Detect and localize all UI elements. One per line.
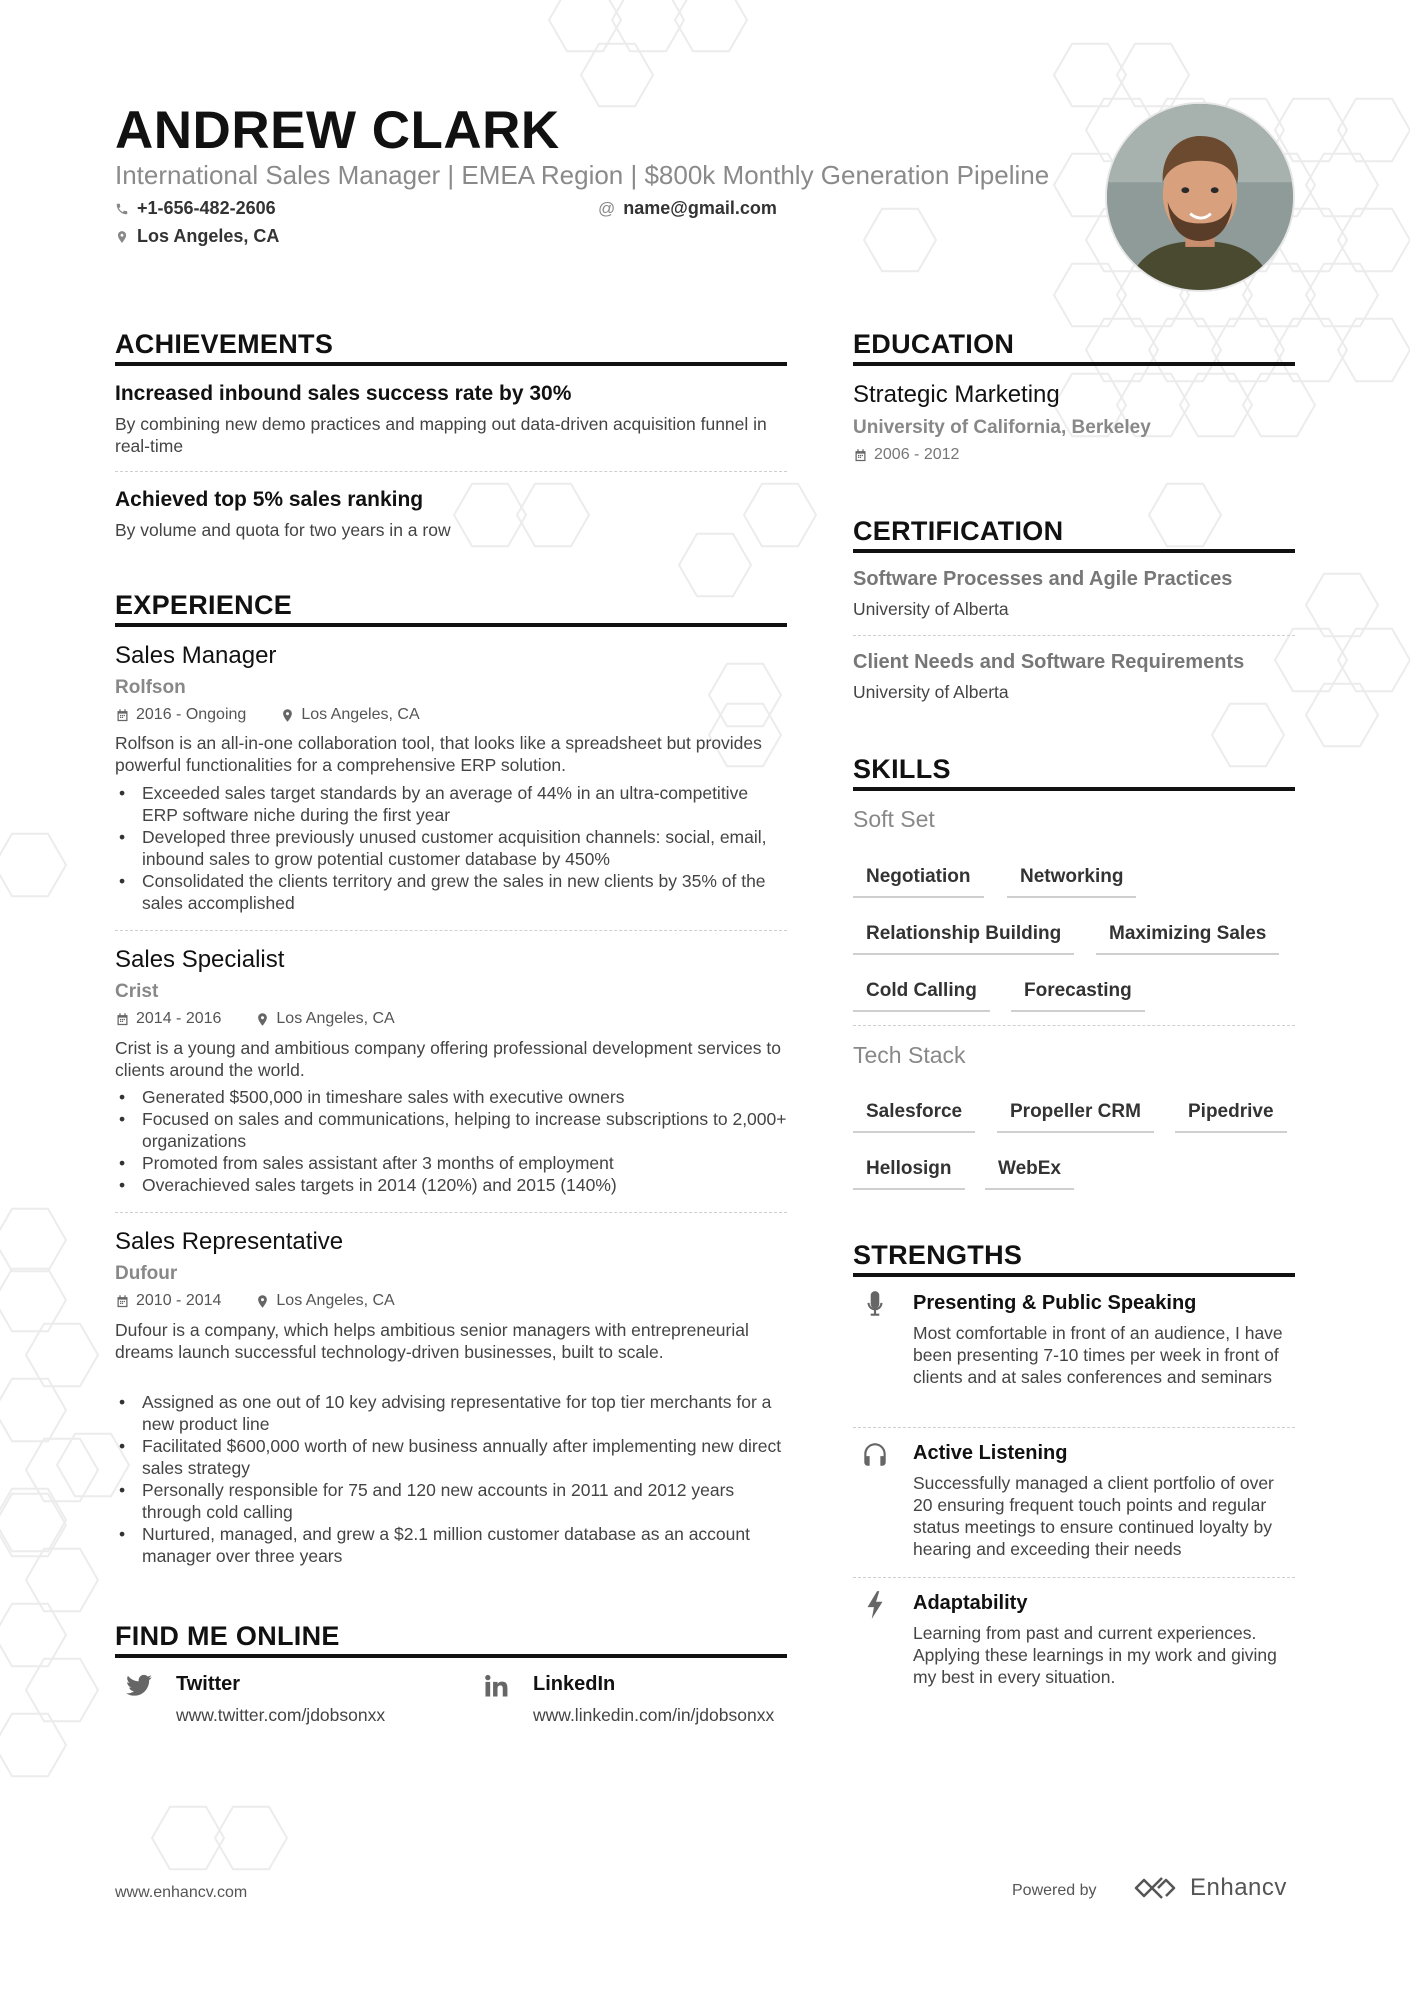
skill-tag: Networking [1007, 866, 1136, 898]
skill-tag: Salesforce [853, 1101, 975, 1133]
divider [853, 1427, 1295, 1428]
skill-tag: Forecasting [1011, 980, 1145, 1012]
location-pin-icon [255, 1294, 270, 1309]
strength-title: Adaptability [913, 1592, 1028, 1614]
company-desc: Crist is a young and ambitious company offering professional development services to clients around the world. [115, 1038, 781, 1080]
job-title: Sales Manager [115, 642, 277, 669]
company-name: Dufour [115, 1263, 178, 1284]
job-location: Los Angeles, CA [276, 1010, 395, 1027]
achievement-desc: By combining new demo practices and mapping out data-driven acquisition funnel in real-time [115, 414, 767, 456]
certification-title: Client Needs and Software Requirements [853, 651, 1245, 673]
calendar-icon [115, 1294, 130, 1309]
twitter-link[interactable]: www.twitter.com/jdobsonxx [176, 1705, 386, 1725]
education-rule [853, 362, 1295, 366]
candidate-headline: International Sales Manager | EMEA Region | $800k Monthly Generation Pipeline [115, 160, 1050, 190]
certification-heading: CERTIFICATION [853, 516, 1064, 546]
headphones-icon [862, 1440, 888, 1470]
location-pin-icon [255, 1012, 270, 1027]
email-address[interactable]: name@gmail.com [623, 198, 777, 218]
skill-tag: Relationship Building [853, 923, 1074, 955]
strengths-rule [853, 1273, 1295, 1277]
location-contact [115, 226, 279, 247]
linkedin-label: LinkedIn [533, 1673, 616, 1695]
skill-tag: Propeller CRM [997, 1101, 1154, 1133]
job-title: Sales Specialist [115, 946, 285, 973]
skill-tag: Negotiation [853, 866, 984, 898]
list-item: • Consolidated the clients territory and grew the sales in new clients by 35% of the sales accomplished [115, 870, 787, 914]
brand-name: Enhancv [1190, 1874, 1287, 1901]
company-desc: Rolfson is an all-in-one collaboration tool, that looks like a spreadsheet but provides powerful functionalities for a comprehensive ERP solution. [115, 733, 762, 775]
job-meta [115, 706, 420, 724]
job-dates: 2014 - 2016 [136, 1010, 222, 1027]
company-desc: Dufour is a company, which helps ambitious senior managers with entrepreneurial dreams launch successful technology-driven businesses, built to scale. [115, 1320, 749, 1362]
avatar-illustration [1107, 104, 1293, 290]
calendar-icon [853, 448, 868, 463]
list-item: • Generated $500,000 in timeshare sales with executive owners [115, 1086, 787, 1108]
microphone-icon [862, 1290, 888, 1320]
achievements-heading: ACHIEVEMENTS [115, 329, 334, 359]
skill-tag: Pipedrive [1175, 1101, 1287, 1133]
footer-website[interactable]: www.enhancv.com [115, 1884, 248, 1901]
skills-heading: SKILLS [853, 754, 951, 784]
candidate-name: ANDREW CLARK [115, 101, 560, 160]
tech-stack-label: Tech Stack [853, 1042, 966, 1068]
job-dates: 2016 - Ongoing [136, 706, 247, 723]
strength-desc: Learning from past and current experiences. Applying these learnings in my work and giving my best in every situation. [913, 1623, 1277, 1687]
degree-name: Strategic Marketing [853, 381, 1060, 408]
strength-title: Presenting & Public Speaking [913, 1292, 1197, 1314]
achievement-title: Achieved top 5% sales ranking [115, 488, 424, 511]
skills-rule [853, 787, 1295, 791]
experience-heading: EXPERIENCE [115, 590, 293, 620]
job-meta [115, 1010, 395, 1028]
job-meta [115, 1292, 395, 1310]
linkedin-icon [481, 1672, 511, 1700]
phone-icon [115, 202, 129, 216]
profile-photo [1105, 102, 1295, 292]
online-rule [115, 1654, 787, 1658]
phone-number[interactable]: +1-656-482-2606 [137, 198, 276, 218]
lightning-icon [862, 1590, 888, 1620]
calendar-icon [115, 1012, 130, 1027]
job-bullets [115, 1391, 787, 1567]
divider [853, 635, 1295, 636]
skill-tag: Hellosign [853, 1158, 965, 1190]
job-title: Sales Representative [115, 1228, 344, 1255]
education-meta [853, 446, 959, 464]
company-name: Crist [115, 981, 159, 1002]
soft-skills-label: Soft Set [853, 806, 935, 832]
list-item: • Exceeded sales target standards by an average of 44% in an ultra-competitive ERP software niche during the first year [115, 782, 787, 826]
location-text: Los Angeles, CA [137, 226, 280, 246]
divider [853, 1025, 1295, 1026]
education-dates: 2006 - 2012 [874, 446, 960, 463]
strength-desc: Successfully managed a client portfolio of over 20 ensuring frequent touch points and regular status meetings to ensure continued loyalty by hearing and exceeding their needs [913, 1473, 1274, 1559]
list-item: • Facilitated $600,000 worth of new business annually after implementing new direct sales strategy [115, 1435, 787, 1479]
enhancv-logo-icon [1132, 1875, 1178, 1901]
list-item: • Assigned as one out of 10 key advising representative for top tier merchants for a new product line [115, 1391, 787, 1435]
location-pin-icon [280, 708, 295, 723]
job-location: Los Angeles, CA [276, 1292, 395, 1309]
calendar-icon [115, 708, 130, 723]
job-bullets [115, 1086, 787, 1196]
list-item: • Overachieved sales targets in 2014 (120%) and 2015 (140%) [115, 1174, 787, 1196]
divider [115, 471, 787, 472]
location-pin-icon [115, 230, 129, 244]
job-bullets [115, 782, 787, 914]
footer-powered-by: Powered by [1012, 1882, 1097, 1899]
divider [115, 1212, 787, 1213]
skill-tag: WebEx [985, 1158, 1074, 1190]
divider [853, 1577, 1295, 1578]
linkedin-link[interactable]: www.linkedin.com/in/jdobsonxx [533, 1705, 775, 1725]
job-location: Los Angeles, CA [301, 706, 420, 723]
list-item: • Promoted from sales assistant after 3 months of employment [115, 1152, 787, 1174]
list-item: • Focused on sales and communications, helping to increase subscriptions to 2,000+ organizations [115, 1108, 787, 1152]
education-heading: EDUCATION [853, 329, 1015, 359]
strength-title: Active Listening [913, 1442, 1068, 1464]
achievements-rule [115, 362, 787, 366]
certification-issuer: University of Alberta [853, 599, 1009, 619]
email-contact [598, 198, 777, 219]
job-dates: 2010 - 2014 [136, 1292, 222, 1309]
company-name: Rolfson [115, 677, 186, 698]
certification-title: Software Processes and Agile Practices [853, 568, 1233, 590]
phone-contact [115, 198, 276, 219]
school-name: University of California, Berkeley [853, 417, 1151, 438]
experience-rule [115, 623, 787, 627]
certification-issuer: University of Alberta [853, 682, 1009, 702]
online-heading: FIND ME ONLINE [115, 1621, 340, 1651]
at-icon: @ [598, 198, 616, 218]
footer-brand[interactable] [1132, 1874, 1287, 1902]
strengths-heading: STRENGTHS [853, 1240, 1023, 1270]
achievement-desc: By volume and quota for two years in a row [115, 520, 451, 540]
achievement-title: Increased inbound sales success rate by 30% [115, 382, 572, 405]
list-item: • Nurtured, managed, and grew a $2.1 million customer database as an account manager over three years [115, 1523, 787, 1567]
list-item: • Personally responsible for 75 and 120 new accounts in 2011 and 2012 years through cold calling [115, 1479, 787, 1523]
strength-desc: Most comfortable in front of an audience, I have been presenting 7-10 times per week in front of clients and at sales conferences and seminars [913, 1323, 1283, 1387]
certification-rule [853, 549, 1295, 553]
twitter-label: Twitter [176, 1673, 241, 1695]
skill-tag: Cold Calling [853, 980, 990, 1012]
list-item: • Developed three previously unused customer acquisition channels: social, email, inbound sales to grow potential customer database by 450% [115, 826, 787, 870]
skill-tag: Maximizing Sales [1096, 923, 1279, 955]
divider [115, 930, 787, 931]
twitter-icon [124, 1672, 154, 1700]
